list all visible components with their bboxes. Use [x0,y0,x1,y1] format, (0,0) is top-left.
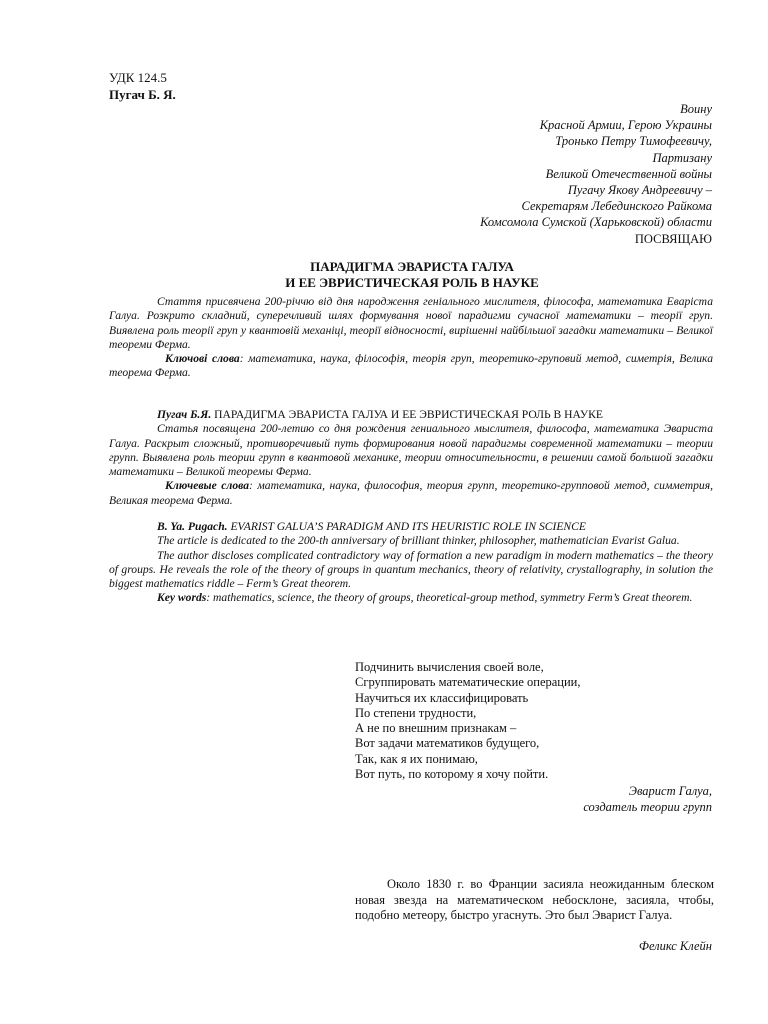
abstract-ru-keywords [109,479,713,508]
abstract-russian [109,408,713,508]
author-name: Пугач Б. Я. [109,87,176,102]
abstract-ru-text: Статья посвящена 200-летию со дня рождения гениального мыслителя, философа, математика Эвариста Галуа. Раскрыт сложный, противоречивый путь формирования новой парадигмы современной математики – теории групп. Выявлена роль теории групп в квантовой механике, теории относительности, в решении самой большой загадки математики – Великой теоремы Ферма. [109,422,713,479]
dedication-line: Комсомола Сумской (Харьковской) области [480,215,712,230]
quote-text: Около 1830 г. во Франции засияла неожиданным блеском новая звезда на математическом небосклоне, засияла, чтобы, подобно метеору, быстро угаснуть. Это был Эварист Галуа. [355,877,714,923]
klein-quote [355,877,714,924]
epigraph-line: Вот путь, по которому я хочу пойти. [355,767,549,782]
title-line-2: И ЕЕ ЭВРИСТИЧЕСКАЯ РОЛЬ В НАУКЕ [285,275,539,290]
dedication-line: Красной Армии, Герою Украины [539,118,712,133]
epigraph-line: Сгруппировать математические операции, [355,675,581,690]
epigraph-line: Вот задачи математиков будущего, [355,736,540,751]
abstract-ru-author: Пугач Б.Я. [157,408,212,421]
abstract-ua-text: Стаття присвячена 200-річчю від дня народження геніального мислителя, філософа, математика Еваріста Галуа. Розкрито складний, суперечливий шлях формування нової парадигми сучасної математики – теорії груп. Виявлена роль теорії груп у квантовій механіці, теорії відносності, вирішенні найбільшої загадки математики – Великої теореми Ферма. [109,295,713,351]
abstract-ru-title: ПАРАДИГМА ЭВАРИСТА ГАЛУА И ЕЕ ЭВРИСТИЧЕСКАЯ РОЛЬ В НАУКЕ [211,408,603,421]
dedication-line: Секретарям Лебединского Райкома [521,199,712,214]
keywords-label: Key words [157,591,207,605]
abstract-en-title: EVARIST GALUA’S PARADIGM AND ITS HEURISTIC ROLE IN SCIENCE [227,520,586,533]
keywords-text: : mathematics, science, the theory of groups, theoretical-group method, symmetry Ferm’s Great theorem. [206,591,693,605]
epigraph-line: По степени трудности, [355,705,477,720]
keywords-text: : математика, наука, философия, теория групп, теоретико-групповой метод, симметрия, Великая теорема Ферма. [109,479,713,507]
abstract-english [109,520,713,606]
epigraph-signature [583,783,712,815]
abstract-en-keywords [109,591,713,605]
dedication-line: Пугачу Якову Андреевичу – [567,183,712,198]
keywords-label: Ключові слова [165,352,240,366]
epigraph-poem [355,660,581,782]
dedication-line: Воину [680,102,712,116]
dedication-line: Партизану [652,150,712,165]
title-line-1: ПАРАДИГМА ЭВАРИСТА ГАЛУА [310,259,514,274]
epigraph-line: Подчинить вычисления своей воле, [355,660,544,674]
epigraph-author-role: создатель теории групп [583,800,712,814]
keywords-text: : математика, наука, філософія, теорія груп, теоретико-груповий метод, симетрія, Велика теорема Ферма. [109,352,713,380]
abstract-en-author: B. Ya. Pugach. [157,520,228,533]
dedication-line: Великой Отечественной войны [545,166,712,181]
dedication [480,101,712,247]
abstract-ukrainian [109,295,713,381]
keywords-label: Ключевые слова [165,479,250,493]
abstract-en-text-1: The article is dedicated to the 200-th anniversary of brilliant thinker, philosopher, mathematician Evarist Galua. [157,534,680,548]
quote-signature: Феликс Клейн [638,939,712,953]
udc-code: УДК 124.5 [109,70,167,85]
epigraph-author: Эварист Галуа, [628,784,712,798]
epigraph-line: А не по внешним признакам – [355,721,517,736]
abstract-ua-keywords [109,352,713,381]
dedication-line: Тронько Петру Тимофеевичу, [555,134,712,149]
abstract-ru-heading [109,408,713,422]
abstract-en-heading [109,520,713,534]
dedication-closing: ПОСВЯЩАЮ [634,231,712,246]
abstract-en-text-2: The author discloses complicated contradictory way of formation a new paradigm in modern mathematics – the theory of groups. He reveals the role of the theory of groups in quantum mechanics, theory of relativity, crystallography, in solution the biggest mathematics riddle – Ferm’s Great theorem. [109,548,713,591]
article-title [110,259,714,291]
epigraph-line: Так, как я их понимаю, [355,751,478,766]
epigraph-line: Научиться их классифицировать [355,690,529,705]
